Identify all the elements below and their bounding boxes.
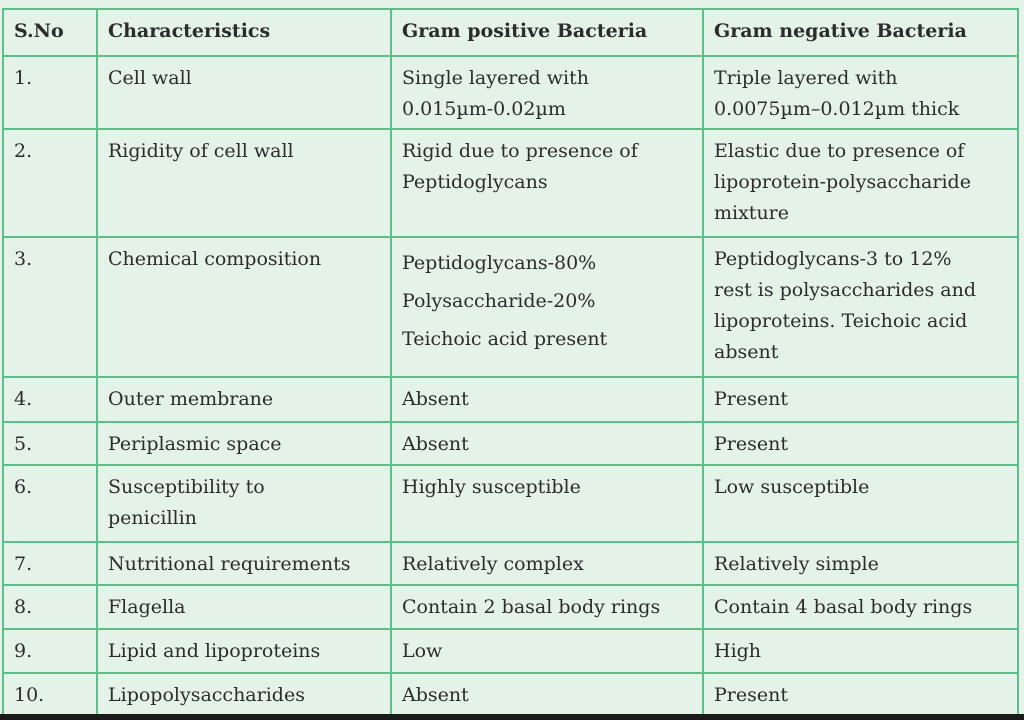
header-sno: S.No [3,9,97,56]
table-row [3,542,1018,585]
cell-gram-negative-line: Peptidoglycans-3 to 12% [714,248,952,270]
cell-gram-negative [703,422,1018,465]
cell-characteristic [97,129,391,237]
cell-characteristic-line: Rigidity of cell wall [108,140,294,162]
header-gram-negative: Gram negative Bacteria [703,9,1018,56]
cell-gram-positive [391,585,703,629]
header-gram-positive: Gram positive Bacteria [391,9,703,56]
table-row [3,237,1018,377]
cell-characteristic-line: Lipid and lipoproteins [108,640,321,662]
cell-gram-negative-line: 0.0075µm–0.012µm thick [714,98,960,120]
cell-gram-positive-line: Polysaccharide-20% [402,290,596,312]
cell-characteristic-line: Chemical composition [108,248,322,270]
bottom-border [0,714,1024,720]
cell-gram-negative-line: Triple layered with [714,67,898,89]
cell-gram-negative-line: Present [714,433,788,455]
cell-gram-negative [703,542,1018,585]
cell-gram-negative-line: Present [714,684,788,706]
cell-gram-negative-line: Relatively simple [714,553,879,575]
cell-characteristic-line: Periplasmic space [108,433,282,455]
cell-gram-negative-line: Present [714,388,788,410]
cell-characteristic [97,542,391,585]
cell-sno: 8. [3,585,97,629]
cell-gram-negative [703,585,1018,629]
cell-characteristic [97,422,391,465]
cell-gram-negative-line: lipoprotein-polysaccharide [714,171,971,193]
cell-characteristic [97,673,391,715]
cell-gram-negative [703,465,1018,542]
cell-gram-positive-line: Absent [402,388,469,410]
cell-gram-positive-line: Contain 2 basal body rings [402,596,661,618]
cell-sno: 6. [3,465,97,542]
header-characteristics: Characteristics [97,9,391,56]
cell-gram-positive [391,422,703,465]
table-row [3,56,1018,129]
table-row [3,585,1018,629]
cell-gram-positive-line: Rigid due to presence of [402,140,638,162]
cell-characteristic [97,585,391,629]
cell-gram-negative-line: High [714,640,762,662]
cell-gram-positive [391,377,703,422]
cell-gram-positive [391,673,703,715]
table-row [3,673,1018,715]
cell-characteristic-line: Nutritional requirements [108,553,351,575]
header-row [3,9,1018,56]
table-row [3,629,1018,673]
cell-gram-positive-line: Single layered with [402,67,589,89]
cell-gram-positive-line: Absent [402,684,469,706]
cell-gram-negative [703,237,1018,377]
cell-gram-positive [391,542,703,585]
cell-gram-negative-line: lipoproteins. Teichoic acid [714,310,968,332]
cell-gram-negative [703,129,1018,237]
cell-gram-positive-line: Teichoic acid present [402,328,608,350]
cell-characteristic-line: Cell wall [108,67,192,89]
cell-characteristic [97,56,391,129]
cell-gram-positive-line: 0.015µm-0.02µm [402,98,566,120]
cell-sno: 9. [3,629,97,673]
cell-gram-positive [391,237,703,377]
cell-gram-negative-line: Contain 4 basal body rings [714,596,973,618]
cell-gram-negative [703,629,1018,673]
cell-gram-positive-line: Absent [402,433,469,455]
cell-gram-negative-line: absent [714,341,779,363]
cell-gram-negative [703,377,1018,422]
cell-characteristic-line: Susceptibility to [108,476,265,498]
cell-gram-negative-line: Low susceptible [714,476,870,498]
cell-gram-negative-line: mixture [714,202,790,224]
cell-sno: 3. [3,237,97,377]
cell-characteristic [97,377,391,422]
cell-gram-positive-line: Peptidoglycans-80% [402,252,597,274]
cell-characteristic-line: Outer membrane [108,388,274,410]
cell-sno: 7. [3,542,97,585]
cell-characteristic-line: penicillin [108,507,197,529]
comparison-table [2,8,1019,716]
table-row [3,377,1018,422]
cell-characteristic-line: Flagella [108,596,186,618]
cell-gram-positive [391,629,703,673]
cell-gram-negative-line: rest is polysaccharides and [714,279,977,301]
cell-gram-positive-line: Highly susceptible [402,476,581,498]
cell-characteristic [97,465,391,542]
cell-characteristic [97,629,391,673]
cell-sno: 4. [3,377,97,422]
cell-sno: 1. [3,56,97,129]
cell-characteristic [97,237,391,377]
table-row [3,465,1018,542]
cell-gram-positive-line: Low [402,640,443,662]
cell-characteristic-line: Lipopolysaccharides [108,684,305,706]
cell-gram-negative-line: Elastic due to presence of [714,140,965,162]
cell-sno: 5. [3,422,97,465]
cell-gram-positive [391,56,703,129]
table-row [3,129,1018,237]
cell-gram-positive [391,129,703,237]
cell-gram-positive [391,465,703,542]
cell-sno: 2. [3,129,97,237]
cell-gram-negative [703,56,1018,129]
cell-gram-negative [703,673,1018,715]
table-row [3,422,1018,465]
cell-sno: 10. [3,673,97,715]
cell-gram-positive-line: Relatively complex [402,553,584,575]
cell-gram-positive-line: Peptidoglycans [402,171,548,193]
